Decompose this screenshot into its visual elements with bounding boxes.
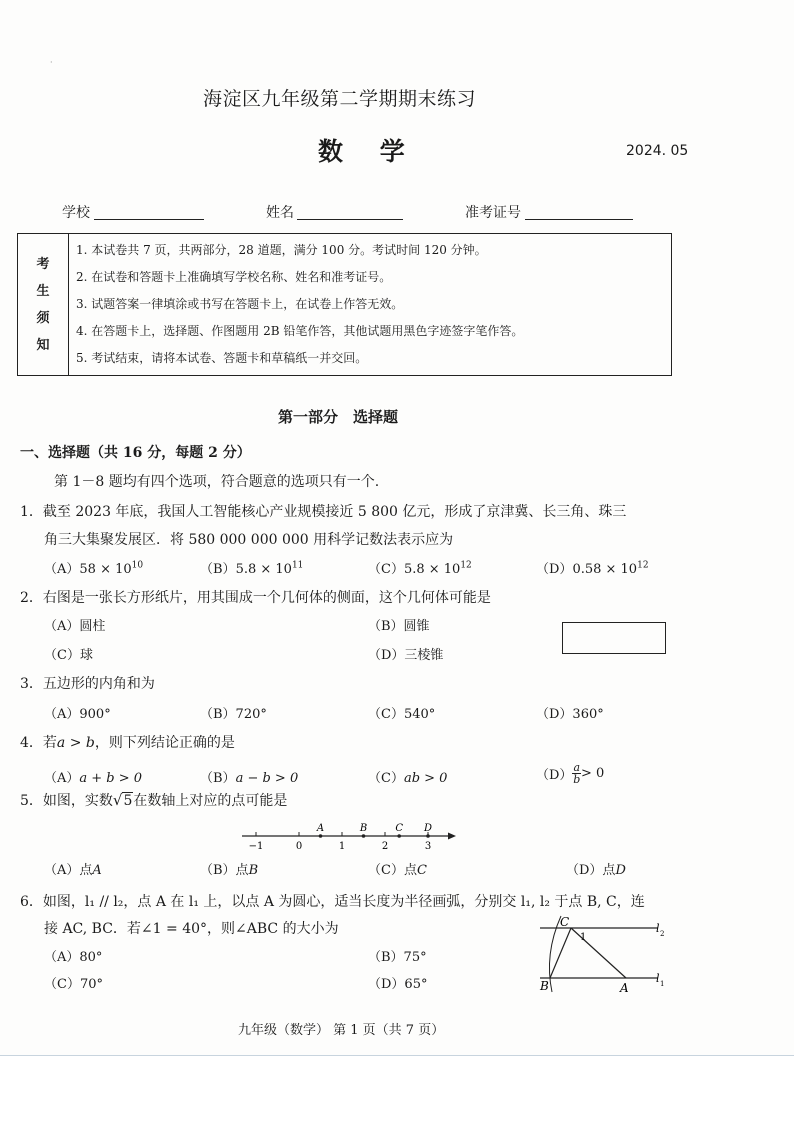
school-label: 学校 bbox=[62, 205, 90, 221]
page-edge-divider bbox=[0, 1055, 794, 1056]
scan-mark: · bbox=[50, 58, 53, 67]
q3-stem: 3．五边形的内角和为 bbox=[20, 676, 155, 692]
exam-id-label: 准考证号 bbox=[465, 205, 521, 221]
q2-option-b[interactable]: （B）圆锥 bbox=[368, 619, 430, 634]
number-line-point bbox=[362, 834, 366, 838]
notice-item: 2. 在试卷和答题卡上准确填写学校名称、姓名和准考证号。 bbox=[76, 270, 392, 284]
number-line-tick-label: 1 bbox=[338, 841, 346, 852]
notice-item: 5. 考试结束，请将本试卷、答题卡和草稿纸一并交回。 bbox=[76, 351, 368, 365]
number-line-point bbox=[426, 834, 430, 838]
q1-option-c[interactable]: $(C)5.8 \times 10^{12}$ bbox=[368, 560, 472, 577]
q2-option-d[interactable]: （D）三棱锥 bbox=[368, 648, 444, 663]
q6-line1: 6．如图，l₁ // l₂，点 A 在 l₁ 上，以点 A 为圆心，适当长度为半径画弧，分别交 l₁, l₂ 于点 B, C，连 bbox=[20, 894, 645, 910]
exam-date: 2024. 05 bbox=[626, 143, 689, 159]
number-line-tick-label: 2 bbox=[381, 841, 389, 852]
candidate-notice bbox=[17, 233, 672, 376]
q1-line2: 角三大集聚发展区．将 580 000 000 000 用科学记数法表示应为 bbox=[44, 532, 454, 548]
q4-stem: 4．若a > b，则下列结论正确的是 bbox=[20, 735, 235, 751]
number-line-point bbox=[397, 834, 401, 838]
number-line-point-label: A bbox=[316, 823, 325, 834]
parallel-lines-figure bbox=[530, 914, 675, 996]
q5-option-b[interactable]: （B）点B bbox=[200, 863, 259, 878]
q3-option-b[interactable]: （B）720° bbox=[200, 707, 267, 722]
notice-item: 4. 在答题卡上，选择题、作图题用 2B 铅笔作答，其他试题用黑色字迹签字笔作答。 bbox=[76, 324, 524, 338]
label-b: B bbox=[540, 979, 549, 993]
q6-option-a[interactable]: （A）80° bbox=[44, 950, 103, 965]
rectangle-paper-figure bbox=[562, 622, 666, 654]
number-line-tick-label: −1 bbox=[248, 841, 264, 852]
q6-option-b[interactable]: （B）75° bbox=[368, 950, 427, 965]
exam-title: 海淀区九年级第二学期期末练习 bbox=[203, 88, 477, 110]
number-line-point-label: B bbox=[359, 823, 368, 834]
q5-option-d[interactable]: （D）点D bbox=[566, 863, 626, 878]
number-line-tick-label: 0 bbox=[295, 841, 303, 852]
label-l2-sub: 2 bbox=[660, 930, 665, 938]
segment-bc bbox=[550, 928, 571, 978]
section-instruction: 第 1－8 题均有四个选项，符合题意的选项只有一个. bbox=[54, 474, 380, 490]
q2-option-a[interactable]: （A）圆柱 bbox=[44, 619, 106, 634]
section-heading: 一、选择题（共 16 分，每题 2 分） bbox=[20, 445, 251, 461]
q4-option-b[interactable]: （B）a − b > 0 bbox=[200, 771, 299, 786]
q3-option-a[interactable]: （A）900° bbox=[44, 707, 111, 722]
notice-label: 考 生 须 知 bbox=[18, 234, 69, 376]
school-blank[interactable] bbox=[94, 219, 204, 220]
number-line-point-label: C bbox=[395, 823, 404, 834]
page-footer: 九年级（数学） 第 1 页（共 7 页） bbox=[238, 1023, 445, 1038]
q6-option-d[interactable]: （D）65° bbox=[368, 977, 428, 992]
label-l2: l bbox=[656, 922, 660, 935]
exam-id-blank[interactable] bbox=[525, 219, 633, 220]
name-label: 姓名 bbox=[266, 205, 294, 221]
notice-items bbox=[69, 234, 672, 376]
label-c: C bbox=[560, 915, 570, 929]
number-line-arrow bbox=[448, 833, 456, 840]
notice-item: 3. 试题答案一律填涂或书写在答题卡上，在试卷上作答无效。 bbox=[76, 297, 404, 311]
q3-option-c[interactable]: （C）540° bbox=[368, 707, 436, 722]
q4-option-d[interactable]: （D） $\frac{a}{b}$ > 0 bbox=[536, 761, 605, 786]
q2-option-c[interactable]: （C）球 bbox=[44, 648, 93, 663]
q5-option-a[interactable]: （A）点A bbox=[44, 863, 102, 878]
number-line-point bbox=[319, 834, 323, 838]
q4-option-c[interactable]: （C）ab > 0 bbox=[368, 771, 448, 786]
q1-option-d[interactable]: $(D)0.58 \times 10^{12}$ bbox=[536, 560, 649, 577]
q6-option-c[interactable]: （C）70° bbox=[44, 977, 103, 992]
q5-stem: 5．如图，实数√5在数轴上对应的点可能是 bbox=[20, 791, 288, 809]
number-line-point-label: D bbox=[423, 823, 433, 834]
subject-title: 数 学 bbox=[318, 137, 419, 166]
name-blank[interactable] bbox=[297, 219, 403, 220]
number-line-tick-label: 3 bbox=[424, 841, 432, 852]
label-l1: l bbox=[656, 972, 660, 985]
q5-option-c[interactable]: （C）点C bbox=[368, 863, 427, 878]
q1-option-b[interactable]: $(B)5.8 \times 10^{11}$ bbox=[200, 560, 304, 577]
q6-line2: 接 AC, BC．若∠1 = 40°，则∠ABC 的大小为 bbox=[44, 921, 339, 937]
part-title: 第一部分 选择题 bbox=[278, 408, 399, 426]
number-line-figure bbox=[236, 818, 460, 854]
label-angle-1: 1 bbox=[580, 932, 587, 943]
label-l1-sub: 1 bbox=[660, 980, 665, 988]
q2-stem: 2．右图是一张长方形纸片，用其围成一个几何体的侧面，这个几何体可能是 bbox=[20, 590, 491, 606]
q4-option-a[interactable]: （A）a + b > 0 bbox=[44, 771, 143, 786]
label-a: A bbox=[620, 981, 629, 995]
q1-line1: 1．截至 2023 年底，我国人工智能核心产业规模接近 5 800 亿元，形成了京津冀、长三角、珠三 bbox=[20, 504, 627, 520]
q1-option-a[interactable]: $(A)58 \times 10^{10}$ bbox=[44, 560, 144, 577]
notice-item: 1. 本试卷共 7 页，共两部分，28 道题，满分 100 分。考试时间 120 分钟。 bbox=[76, 243, 487, 257]
q3-option-d[interactable]: （D）360° bbox=[536, 707, 604, 722]
